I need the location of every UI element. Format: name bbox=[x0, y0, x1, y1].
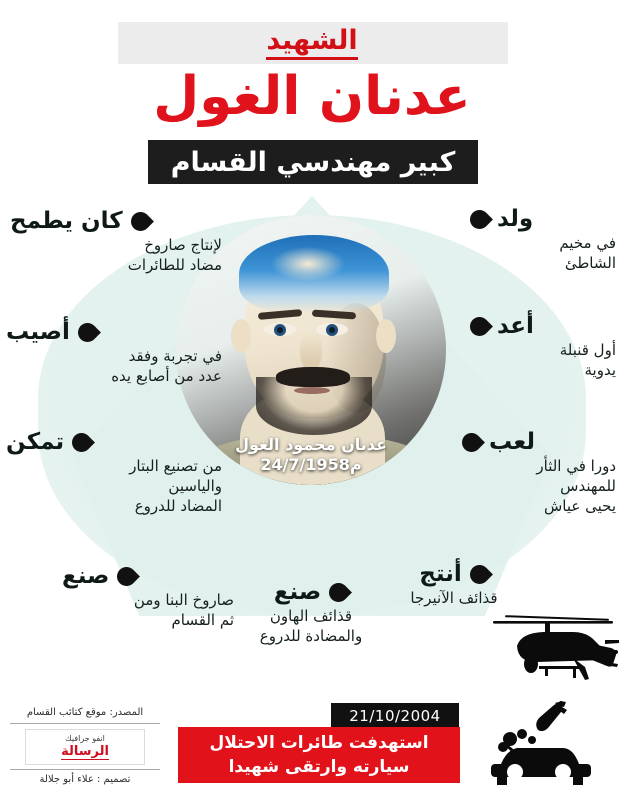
fact-aspired-body: لإنتاج صاروخ مضاد للطائرات bbox=[127, 236, 222, 274]
fact-prepared-heading: أعد bbox=[497, 313, 534, 339]
fact-produced-heading: أنتج bbox=[419, 561, 462, 587]
publisher-logo bbox=[25, 729, 145, 765]
fact-made-mortar-heading: صنع bbox=[273, 579, 322, 605]
fact-made-mortar bbox=[232, 578, 390, 646]
portrait-full-name: عدنان محمود الغول bbox=[235, 435, 387, 454]
bullet-marker-icon bbox=[458, 429, 485, 456]
fact-born-body: في مخيم الشاطئ bbox=[559, 234, 616, 272]
bullet-marker-icon bbox=[74, 319, 101, 346]
fact-born-heading: ولد bbox=[497, 206, 534, 232]
car-explosion-icon bbox=[485, 728, 603, 794]
fact-injured-body: في تجربة وفقد عدد من أصابع يده bbox=[111, 347, 222, 385]
fact-made-rocket bbox=[62, 562, 234, 630]
fact-managed-heading: تمكن bbox=[6, 429, 65, 455]
source-text: المصدر: موقع كتائب القسام bbox=[10, 706, 160, 724]
credits-block bbox=[10, 706, 160, 787]
kicker-text: الشهيد bbox=[266, 25, 357, 60]
fact-prepared-heading-row bbox=[470, 312, 616, 340]
designer-text: تصميم : علاء أبو جلالة bbox=[10, 769, 160, 787]
fact-born bbox=[470, 205, 616, 273]
logo-top-text: انفو جرافيك bbox=[65, 734, 105, 743]
portrait-birth-date: 24/7/1958م bbox=[260, 455, 362, 474]
fact-made-rocket-heading: صنع bbox=[62, 563, 110, 589]
logo-main-text: الرسالة bbox=[61, 744, 109, 759]
fact-managed-body: من تصنيع البتار والياسين المضاد للدروع bbox=[129, 457, 222, 515]
fact-injured-heading-row bbox=[6, 318, 222, 346]
fact-played-heading-row bbox=[462, 428, 616, 456]
fact-produced-body: قذائف الآنيرجا bbox=[410, 589, 498, 607]
bullet-marker-icon bbox=[466, 561, 493, 588]
fact-managed bbox=[6, 428, 222, 516]
kicker-title bbox=[0, 24, 624, 58]
martyrdom-date: 21/10/2004 bbox=[331, 703, 459, 728]
page-title: عدنان الغول bbox=[153, 66, 471, 127]
bullet-marker-icon bbox=[113, 563, 140, 590]
subtitle-text: كبير مهندسي القسام bbox=[170, 146, 456, 178]
fact-made-rocket-body: صاروخ البنا ومن ثم القسام bbox=[133, 591, 234, 629]
fact-prepared-body: أول قنبلة يدوية bbox=[559, 341, 616, 379]
fact-injured-heading: أصيب bbox=[6, 319, 70, 345]
martyrdom-line-1: استهدفت طائرات الاحتلال bbox=[209, 733, 429, 753]
bullet-marker-icon bbox=[325, 579, 352, 606]
fact-played-heading: لعب bbox=[489, 429, 535, 455]
martyrdom-line-2: سيارته وارتقى شهيدا bbox=[228, 757, 410, 777]
fact-made-mortar-heading-row bbox=[232, 578, 390, 606]
fact-played bbox=[462, 428, 616, 516]
fact-prepared bbox=[470, 312, 616, 380]
bullet-marker-icon bbox=[127, 208, 154, 235]
fact-aspired-heading-row bbox=[10, 207, 222, 235]
fact-managed-heading-row bbox=[6, 428, 222, 456]
fact-aspired-heading: كان يطمح bbox=[10, 208, 123, 234]
fact-made-rocket-heading-row bbox=[62, 562, 234, 590]
fact-played-body: دورا في الثأر للمهندس يحيى عياش bbox=[536, 457, 616, 515]
fact-injured bbox=[6, 318, 222, 386]
fact-made-mortar-body: قذائف الهاون والمضادة للدروع bbox=[259, 607, 363, 645]
fact-aspired bbox=[10, 207, 222, 275]
fact-produced-heading-row bbox=[378, 560, 530, 588]
fact-produced bbox=[378, 560, 530, 608]
bullet-marker-icon bbox=[68, 429, 95, 456]
martyrdom-banner-text bbox=[178, 727, 460, 783]
helicopter-icon bbox=[487, 614, 619, 688]
fact-born-heading-row bbox=[470, 205, 616, 233]
bullet-marker-icon bbox=[466, 206, 493, 233]
bullet-marker-icon bbox=[466, 313, 493, 340]
